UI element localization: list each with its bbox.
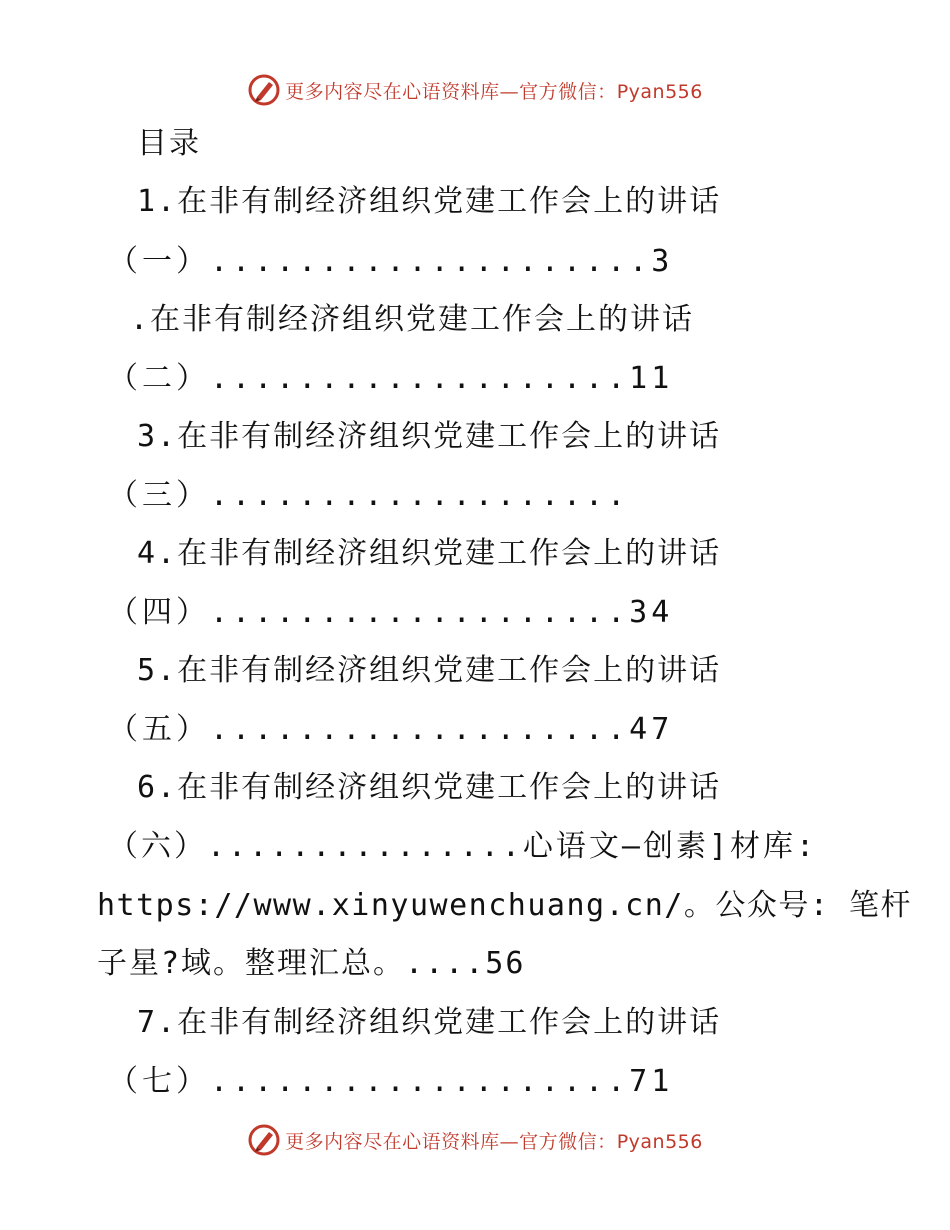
toc-entry-title-6: 6.在非有制经济组织党建工作会上的讲话 [137, 770, 722, 805]
banner-wechat-label: 官方微信： [519, 80, 617, 103]
toc-entry-title-5: 5.在非有制经济组织党建工作会上的讲话 [137, 653, 722, 688]
banner-wechat-id: Pyan556 [616, 1130, 703, 1153]
footer-watermark-banner [0, 1120, 950, 1160]
toc-entry-page-1: （一）....................3 [108, 244, 674, 279]
banner-wechat-label: 官方微信： [519, 1130, 617, 1153]
banner-main-text: 更多内容尽在心语资料库 [285, 1130, 500, 1153]
pen-logo-icon [247, 1123, 281, 1157]
toc-entry-page-2: （二）...................11 [108, 361, 674, 396]
banner-separator: — [499, 1130, 520, 1153]
toc-entry-page-3: （三）................... [108, 478, 630, 513]
toc-entry-continuation: 子星?域。整理汇总。....56 [97, 946, 526, 981]
toc-heading: 目录 [137, 126, 201, 161]
toc-entry-title-4: 4.在非有制经济组织党建工作会上的讲话 [137, 536, 722, 571]
banner-separator: — [499, 80, 520, 103]
banner-text [285, 1127, 703, 1154]
banner-text [285, 77, 703, 104]
banner-main-text: 更多内容尽在心语资料库 [285, 80, 500, 103]
header-watermark-banner [0, 70, 950, 110]
toc-entry-page-4: （四）...................34 [108, 595, 674, 630]
toc-entry-title-1: 1.在非有制经济组织党建工作会上的讲话 [137, 184, 722, 219]
toc-entry-url-line: https://www.xinyuwenchuang.cn/。公众号: 笔杆 [97, 888, 912, 923]
toc-entry-title-7: 7.在非有制经济组织党建工作会上的讲话 [137, 1005, 722, 1040]
pen-logo-icon [247, 73, 281, 107]
toc-entry-title-3: 3.在非有制经济组织党建工作会上的讲话 [137, 419, 722, 454]
toc-entry-page-7: （七）...................71 [108, 1064, 674, 1099]
toc-entry-title-2: .在非有制经济组织党建工作会上的讲话 [130, 302, 695, 337]
toc-entry-page-5: （五）...................47 [108, 712, 674, 747]
banner-wechat-id: Pyan556 [616, 80, 703, 103]
toc-entry-page-6: （六）...............心语文—创素]材库: [108, 829, 818, 864]
